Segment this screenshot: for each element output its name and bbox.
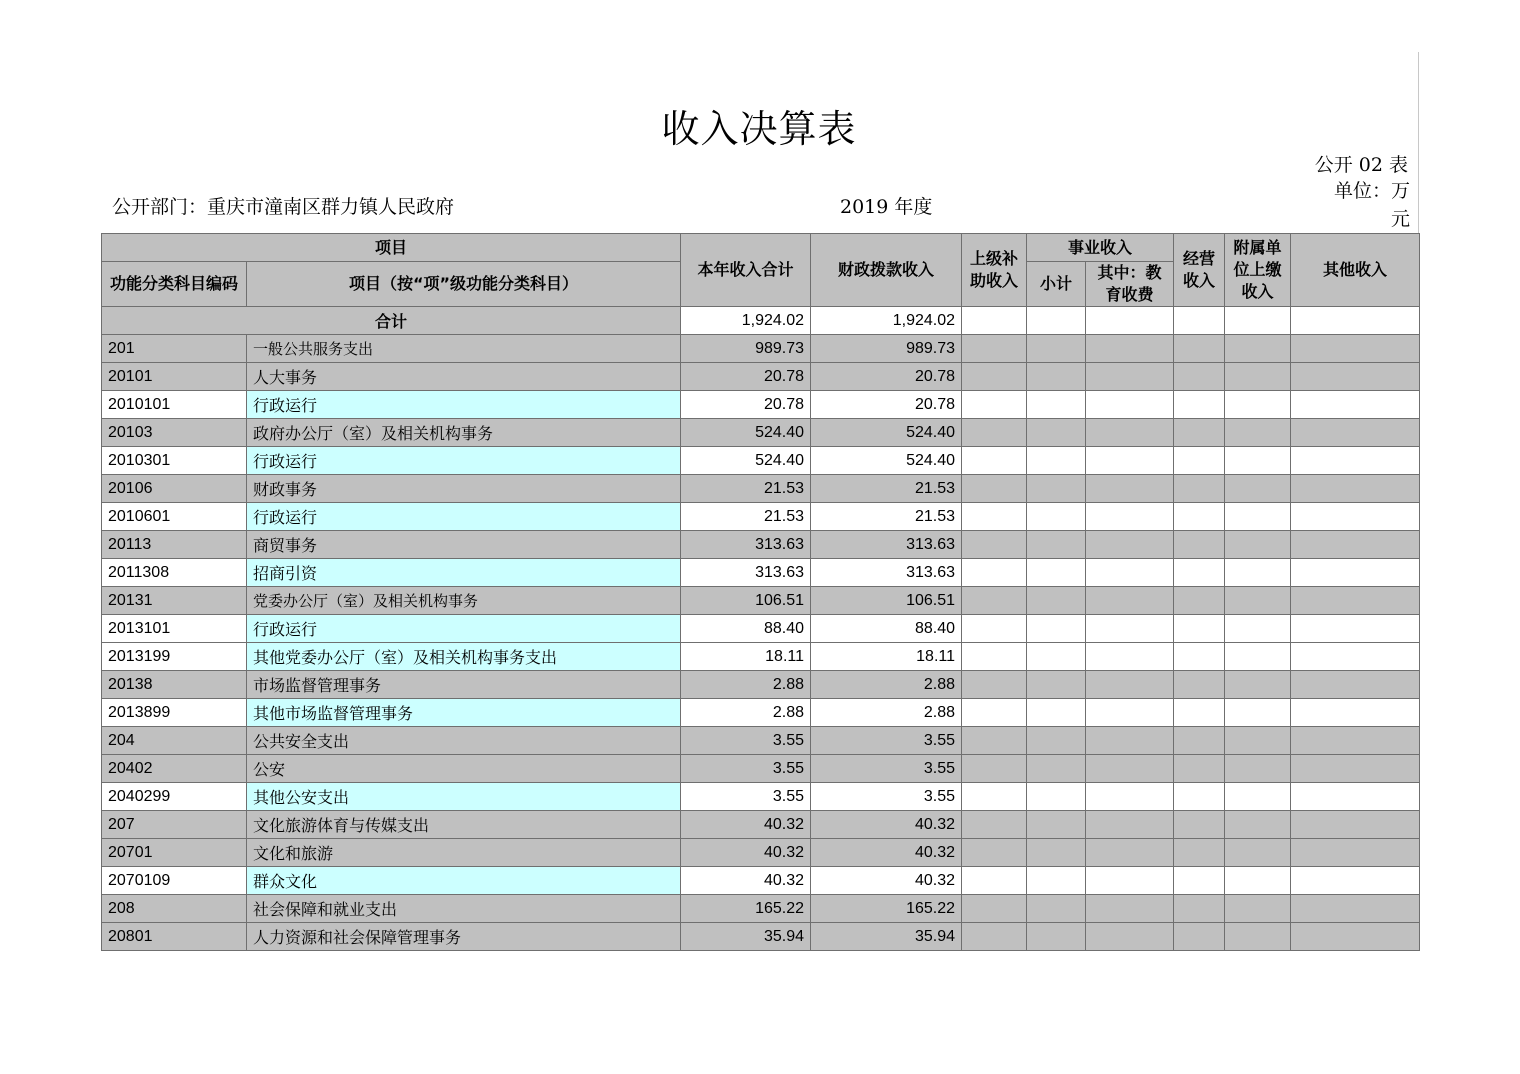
row-empty-cell (962, 671, 1027, 699)
row-code: 2040299 (102, 783, 247, 811)
row-code: 20131 (102, 587, 247, 615)
row-empty-cell (1086, 615, 1174, 643)
row-empty-cell (1225, 811, 1291, 839)
row-fiscal: 3.55 (811, 783, 962, 811)
table-row (102, 755, 1420, 783)
row-empty-cell (962, 839, 1027, 867)
row-empty-cell (1086, 811, 1174, 839)
row-empty-cell (1086, 503, 1174, 531)
row-name: 商贸事务 (247, 531, 681, 559)
row-fiscal: 2.88 (811, 671, 962, 699)
row-empty-cell (1225, 447, 1291, 475)
row-empty-cell (1225, 783, 1291, 811)
row-empty-cell (962, 363, 1027, 391)
row-fiscal: 88.40 (811, 615, 962, 643)
row-empty-cell (1027, 671, 1086, 699)
row-total: 3.55 (681, 755, 811, 783)
row-name: 党委办公厅（室）及相关机构事务 (247, 587, 681, 615)
row-name: 其他公安支出 (247, 783, 681, 811)
row-empty-cell (1027, 447, 1086, 475)
row-empty-cell (962, 783, 1027, 811)
row-empty-cell (1027, 811, 1086, 839)
row-empty-cell (1174, 335, 1225, 363)
row-code: 20701 (102, 839, 247, 867)
row-empty-cell (1174, 391, 1225, 419)
row-empty-cell (962, 503, 1027, 531)
row-empty-cell (1027, 419, 1086, 447)
header-name: 项目（按“项”级功能分类科目） (247, 262, 681, 307)
row-code: 20138 (102, 671, 247, 699)
table-row (102, 923, 1420, 951)
row-empty-cell (1291, 839, 1420, 867)
row-empty-cell (1174, 643, 1225, 671)
row-empty-cell (1291, 923, 1420, 951)
row-empty-cell (1291, 475, 1420, 503)
form-number: 公开 02 表 (1314, 154, 1408, 176)
row-empty-cell (1225, 391, 1291, 419)
unit-label: 单位：万元 (1333, 180, 1410, 230)
header-total: 本年收入合计 (681, 234, 811, 307)
row-code: 208 (102, 895, 247, 923)
table-row (102, 699, 1420, 727)
row-empty-cell (1291, 755, 1420, 783)
row-empty-cell (1291, 867, 1420, 895)
row-empty-cell (1027, 391, 1086, 419)
row-empty-cell (1027, 839, 1086, 867)
row-empty-cell (1291, 419, 1420, 447)
row-empty-cell (1086, 755, 1174, 783)
table-row (102, 811, 1420, 839)
row-fiscal: 35.94 (811, 923, 962, 951)
row-name: 一般公共服务支出 (247, 335, 681, 363)
table-row (102, 559, 1420, 587)
row-name: 公共安全支出 (247, 727, 681, 755)
row-code: 2010601 (102, 503, 247, 531)
table-row (102, 531, 1420, 559)
row-code: 20801 (102, 923, 247, 951)
row-empty-cell (1291, 699, 1420, 727)
row-name: 市场监督管理事务 (247, 671, 681, 699)
total-fiscal: 1,924.02 (811, 307, 962, 335)
row-empty-cell (1225, 839, 1291, 867)
table-row (102, 391, 1420, 419)
total-amount: 1,924.02 (681, 307, 811, 335)
row-empty-cell (962, 643, 1027, 671)
row-empty-cell (1174, 531, 1225, 559)
row-total: 21.53 (681, 475, 811, 503)
department-label: 公开部门：重庆市潼南区群力镇人民政府 (112, 196, 455, 218)
row-empty-cell (1086, 587, 1174, 615)
row-empty-cell (1225, 671, 1291, 699)
row-empty-cell (1174, 615, 1225, 643)
row-name: 行政运行 (247, 615, 681, 643)
row-empty-cell (1291, 335, 1420, 363)
row-empty-cell (1086, 867, 1174, 895)
row-empty-cell (1225, 867, 1291, 895)
row-code: 201 (102, 335, 247, 363)
row-empty-cell (1225, 727, 1291, 755)
row-name: 招商引资 (247, 559, 681, 587)
row-code: 207 (102, 811, 247, 839)
row-empty-cell (1027, 503, 1086, 531)
row-code: 204 (102, 727, 247, 755)
table-row (102, 727, 1420, 755)
row-empty-cell (1291, 811, 1420, 839)
header-subtotal: 小计 (1027, 262, 1086, 307)
table-row (102, 839, 1420, 867)
row-fiscal: 106.51 (811, 587, 962, 615)
row-empty-cell (1174, 895, 1225, 923)
row-empty-cell (1086, 727, 1174, 755)
row-name: 行政运行 (247, 503, 681, 531)
row-empty-cell (1086, 391, 1174, 419)
row-code: 20101 (102, 363, 247, 391)
row-name: 人力资源和社会保障管理事务 (247, 923, 681, 951)
row-empty-cell (1027, 643, 1086, 671)
row-empty-cell (1225, 559, 1291, 587)
row-fiscal: 524.40 (811, 419, 962, 447)
row-total: 21.53 (681, 503, 811, 531)
header-project: 项目 (102, 234, 681, 262)
row-empty-cell (1027, 895, 1086, 923)
row-fiscal: 313.63 (811, 531, 962, 559)
row-empty-cell (1225, 895, 1291, 923)
row-empty-cell (1225, 699, 1291, 727)
total-label: 合计 (102, 307, 681, 335)
row-fiscal: 3.55 (811, 727, 962, 755)
row-fiscal: 989.73 (811, 335, 962, 363)
row-empty-cell (1174, 447, 1225, 475)
row-empty-cell (962, 475, 1027, 503)
row-empty-cell (1174, 727, 1225, 755)
table-row (102, 615, 1420, 643)
row-empty-cell (962, 419, 1027, 447)
row-empty-cell (1225, 335, 1291, 363)
header-fiscal: 财政拨款收入 (811, 234, 962, 307)
row-empty-cell (1086, 475, 1174, 503)
row-name: 行政运行 (247, 391, 681, 419)
row-empty-cell (1225, 475, 1291, 503)
row-empty-cell (1086, 531, 1174, 559)
row-name: 财政事务 (247, 475, 681, 503)
row-empty-cell (1027, 363, 1086, 391)
row-empty-cell (1291, 587, 1420, 615)
row-total: 35.94 (681, 923, 811, 951)
row-empty-cell (962, 699, 1027, 727)
row-empty-cell (1086, 643, 1174, 671)
header-affiliated: 附属单位上缴收入 (1225, 234, 1291, 307)
row-fiscal: 21.53 (811, 503, 962, 531)
row-fiscal: 2.88 (811, 699, 962, 727)
row-empty-cell (1086, 699, 1174, 727)
header-business: 事业收入 (1027, 234, 1174, 262)
row-total: 40.32 (681, 811, 811, 839)
header-code: 功能分类科目编码 (102, 262, 247, 307)
row-empty-cell (1291, 643, 1420, 671)
table-row (102, 503, 1420, 531)
row-empty-cell (1291, 447, 1420, 475)
row-empty-cell (1225, 419, 1291, 447)
report-title: 收入决算表 (661, 107, 857, 151)
row-empty-cell (1225, 531, 1291, 559)
row-empty-cell (1225, 923, 1291, 951)
table-row (102, 867, 1420, 895)
row-empty-cell (1027, 615, 1086, 643)
row-empty-cell (1027, 783, 1086, 811)
row-fiscal: 20.78 (811, 391, 962, 419)
row-total: 313.63 (681, 559, 811, 587)
row-total: 3.55 (681, 727, 811, 755)
row-code: 20113 (102, 531, 247, 559)
header-other: 其他收入 (1291, 234, 1420, 307)
row-empty-cell (1291, 615, 1420, 643)
row-empty-cell (1225, 503, 1291, 531)
row-code: 20103 (102, 419, 247, 447)
income-table (101, 233, 1420, 951)
total-row (102, 307, 1420, 335)
row-empty-cell (1086, 559, 1174, 587)
row-name: 文化和旅游 (247, 839, 681, 867)
row-empty-cell (1027, 867, 1086, 895)
row-empty-cell (962, 531, 1027, 559)
header-edu-fee: 其中：教育收费 (1086, 262, 1174, 307)
row-empty-cell (1174, 783, 1225, 811)
row-empty-cell (962, 615, 1027, 643)
table-row (102, 895, 1420, 923)
row-code: 2010101 (102, 391, 247, 419)
row-empty-cell (962, 867, 1027, 895)
row-empty-cell (1225, 643, 1291, 671)
row-empty-cell (1291, 783, 1420, 811)
row-empty-cell (962, 587, 1027, 615)
fiscal-year: 2019 年度 (840, 196, 933, 218)
row-empty-cell (962, 727, 1027, 755)
row-empty-cell (1225, 363, 1291, 391)
row-empty-cell (1174, 699, 1225, 727)
row-total: 40.32 (681, 867, 811, 895)
row-name: 政府办公厅（室）及相关机构事务 (247, 419, 681, 447)
row-empty-cell (1174, 867, 1225, 895)
row-name: 社会保障和就业支出 (247, 895, 681, 923)
row-empty-cell (1291, 895, 1420, 923)
row-empty-cell (1291, 671, 1420, 699)
row-empty-cell (1027, 923, 1086, 951)
row-total: 20.78 (681, 391, 811, 419)
row-empty-cell (1027, 475, 1086, 503)
row-empty-cell (1086, 419, 1174, 447)
row-empty-cell (962, 447, 1027, 475)
row-fiscal: 3.55 (811, 755, 962, 783)
row-empty-cell (1174, 419, 1225, 447)
row-name: 其他市场监督管理事务 (247, 699, 681, 727)
row-code: 2070109 (102, 867, 247, 895)
row-total: 524.40 (681, 419, 811, 447)
row-code: 2011308 (102, 559, 247, 587)
row-empty-cell (1086, 335, 1174, 363)
table-row (102, 363, 1420, 391)
row-total: 2.88 (681, 699, 811, 727)
row-empty-cell (962, 335, 1027, 363)
row-fiscal: 165.22 (811, 895, 962, 923)
row-empty-cell (1086, 447, 1174, 475)
row-empty-cell (1291, 363, 1420, 391)
row-empty-cell (1174, 671, 1225, 699)
row-empty-cell (1027, 531, 1086, 559)
row-empty-cell (1225, 615, 1291, 643)
row-empty-cell (1027, 587, 1086, 615)
row-empty-cell (1291, 503, 1420, 531)
row-empty-cell (1291, 531, 1420, 559)
row-total: 20.78 (681, 363, 811, 391)
row-name: 公安 (247, 755, 681, 783)
table-row (102, 783, 1420, 811)
row-empty-cell (1086, 363, 1174, 391)
row-empty-cell (1291, 559, 1420, 587)
row-empty-cell (1027, 699, 1086, 727)
row-code: 2010301 (102, 447, 247, 475)
header-upper-subsidy: 上级补助收入 (962, 234, 1027, 307)
row-name: 行政运行 (247, 447, 681, 475)
row-empty-cell (962, 811, 1027, 839)
table-row (102, 671, 1420, 699)
row-fiscal: 40.32 (811, 867, 962, 895)
row-name: 其他党委办公厅（室）及相关机构事务支出 (247, 643, 681, 671)
row-empty-cell (1027, 755, 1086, 783)
row-empty-cell (1174, 839, 1225, 867)
row-empty-cell (1291, 391, 1420, 419)
row-total: 18.11 (681, 643, 811, 671)
row-code: 2013199 (102, 643, 247, 671)
row-total: 165.22 (681, 895, 811, 923)
row-total: 88.40 (681, 615, 811, 643)
row-empty-cell (962, 755, 1027, 783)
row-empty-cell (1291, 727, 1420, 755)
row-name: 人大事务 (247, 363, 681, 391)
row-empty-cell (1086, 923, 1174, 951)
row-fiscal: 313.63 (811, 559, 962, 587)
row-code: 20402 (102, 755, 247, 783)
row-empty-cell (1174, 923, 1225, 951)
row-empty-cell (1225, 587, 1291, 615)
row-fiscal: 21.53 (811, 475, 962, 503)
row-empty-cell (1174, 475, 1225, 503)
row-empty-cell (962, 391, 1027, 419)
row-total: 313.63 (681, 531, 811, 559)
table-row (102, 475, 1420, 503)
row-empty-cell (1174, 559, 1225, 587)
row-empty-cell (1086, 783, 1174, 811)
header-operating: 经营收入 (1174, 234, 1225, 307)
row-empty-cell (1027, 727, 1086, 755)
row-name: 文化旅游体育与传媒支出 (247, 811, 681, 839)
row-code: 2013101 (102, 615, 247, 643)
row-empty-cell (1174, 755, 1225, 783)
row-total: 989.73 (681, 335, 811, 363)
row-total: 106.51 (681, 587, 811, 615)
row-empty-cell (1027, 559, 1086, 587)
table-row (102, 447, 1420, 475)
row-empty-cell (1086, 671, 1174, 699)
row-empty-cell (962, 923, 1027, 951)
table-row (102, 587, 1420, 615)
row-empty-cell (1174, 811, 1225, 839)
row-empty-cell (1086, 839, 1174, 867)
row-empty-cell (1174, 587, 1225, 615)
table-row (102, 419, 1420, 447)
row-empty-cell (1174, 503, 1225, 531)
row-empty-cell (1225, 755, 1291, 783)
row-empty-cell (1086, 895, 1174, 923)
row-fiscal: 18.11 (811, 643, 962, 671)
row-code: 20106 (102, 475, 247, 503)
row-fiscal: 40.32 (811, 811, 962, 839)
table-row (102, 643, 1420, 671)
row-fiscal: 20.78 (811, 363, 962, 391)
row-total: 40.32 (681, 839, 811, 867)
row-empty-cell (1174, 363, 1225, 391)
row-total: 3.55 (681, 783, 811, 811)
row-total: 2.88 (681, 671, 811, 699)
row-name: 群众文化 (247, 867, 681, 895)
row-empty-cell (1027, 335, 1086, 363)
row-code: 2013899 (102, 699, 247, 727)
row-empty-cell (962, 559, 1027, 587)
row-total: 524.40 (681, 447, 811, 475)
row-fiscal: 524.40 (811, 447, 962, 475)
table-row (102, 335, 1420, 363)
row-empty-cell (962, 895, 1027, 923)
row-fiscal: 40.32 (811, 839, 962, 867)
